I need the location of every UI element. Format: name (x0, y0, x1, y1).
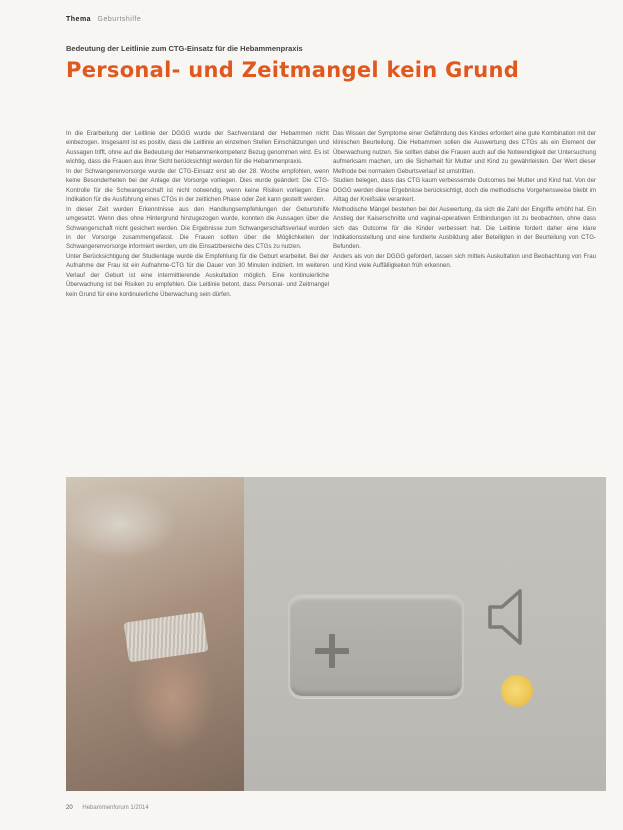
status-led (501, 675, 533, 707)
right-text-column (333, 129, 596, 271)
section-tag (66, 16, 141, 23)
paragraph: Unter Berücksichtigung der Studienlage wurde die Empfehlung für die Geburt erarbeitet. Bei der Aufnahme der Frau ist ein Aufnahme-CTG für die Dauer von 30 Minuten indiziert. Im weiteren Verlauf der Geburt ist eine intermittierende Auskultation möglich. Eine kontinuierliche Überwachung ist bei Risiken zu empfehlen. Die Leitlinie betont, dass Personal- und Zeitmangel kein Grund für eine kontinuierliche Überwachung sein dürfen. (66, 252, 329, 298)
cloth-texture (124, 612, 209, 663)
paragraph: Studien belegen, dass das CTG kaum verbessernde Outcomes bei Mutter und Kind hat. Von der DGGG werden diese Ergebnisse berücksichtigt, doch die methodische Vorgehensweise bleibt im Alltag der Kreißsäle verankert. (333, 177, 596, 204)
paragraph: Methodische Mängel bestehen bei der Auswertung, da sich die Zahl der Eingriffe erhöht hat. Ein Anstieg der Kaiserschnitte und vaginal-operativen Entbindungen ist zu beobachten, ohne dass sich das Outcome für die Kinder verbessert hat. Die Leitlinie fordert daher eine klare Indikationsstellung und eine fundierte Ausbildung aller Beteiligten in der Beurteilung von CTG-Befunden. (333, 205, 596, 251)
paragraph: Das Wissen der Symptome einer Gefährdung des Kindes erfordert eine gute Kombination mit der klinischen Beurteilung. Die Hebammen sollen die Auswertung des CTGs als ein Element der Überwachung nutzen. Sie sollten dabei die Frauen auch auf die Notwendigkeit der Untersuchung aufmerksam machen, um die Sicherheit für Mutter und Kind zu gewährleisten. Der Wert dieser Methode bei normalem Geburtsverlauf ist umstritten. (333, 130, 596, 175)
plus-icon (315, 634, 349, 668)
paragraph: In die Erarbeitung der Leitlinie der DGGG wurde der Sachverstand der Hebammen nicht einbezogen. Insgesamt ist es positiv, dass die Leitlinie an einzelnen Stellen Einschätzungen und Aussagen trifft, ohne auf die Bedeutung der Hebammenkompetenz Bezug genommen wird. Es ist wichtig, dass die Frauen aus ihrer Sicht berücksichtigt werden für die Hebammenpraxis. (66, 130, 329, 166)
paragraph: Anders als von der DGGG gefordert, lassen sich mittels Auskultation und Beobachtung von Frau und Kind viele Auffälligkeiten früh erkennen. (333, 252, 596, 270)
article-photo (66, 477, 606, 791)
device-button (288, 594, 464, 698)
speaker-icon (486, 587, 532, 647)
left-text-column (66, 129, 329, 299)
publication-source: Hebammenforum 1/2014 (82, 805, 149, 811)
hands-photo (66, 477, 244, 791)
page-number: 20 (66, 805, 73, 811)
paragraph: In der Schwangerenvorsorge wurde der CTG-Einsatz erst ab der 28. Woche empfohlen, wenn keine Besonderheiten bei der Anlage der Vorsorge vorliegen. Dies wurde geändert: Die CTG-Kontrolle für die Schwangerschaft ist nicht notwendig, wenn keine Risiken vorliegen. Eine Indikation für die Ausführung eines CTGs in der zeitlichen Phase oder Zeit kann gestellt werden. (66, 167, 329, 204)
ctg-device-closeup (244, 477, 606, 791)
section-label: Thema (66, 16, 92, 23)
article-headline: Personal- und Zeitmangel kein Grund (66, 58, 520, 82)
page-footer (66, 805, 149, 811)
section-sub-label: Geburtshilfe (97, 16, 142, 23)
article-subtitle: Bedeutung der Leitlinie zum CTG-Einsatz für die Hebammenpraxis (66, 44, 303, 53)
paragraph: In dieser Zeit wurden Erkenntnisse aus den Handlungsempfehlungen der Geburtshilfe umgesetzt. Wenn dies ohne Hintergrund hinzugezogen wurde, konnten die Aussagen über die Schwangerschaft nicht gesichert werden. Die Ergebnisse zum Schwangerschaftsverlauf wurden in der Vorsorge zusammengefasst. Die Frauen sollten über die Möglichkeiten der Schwangerenvorsorge informiert werden, um die Einsatzbereiche des CTGs zu nutzen. (66, 205, 329, 251)
